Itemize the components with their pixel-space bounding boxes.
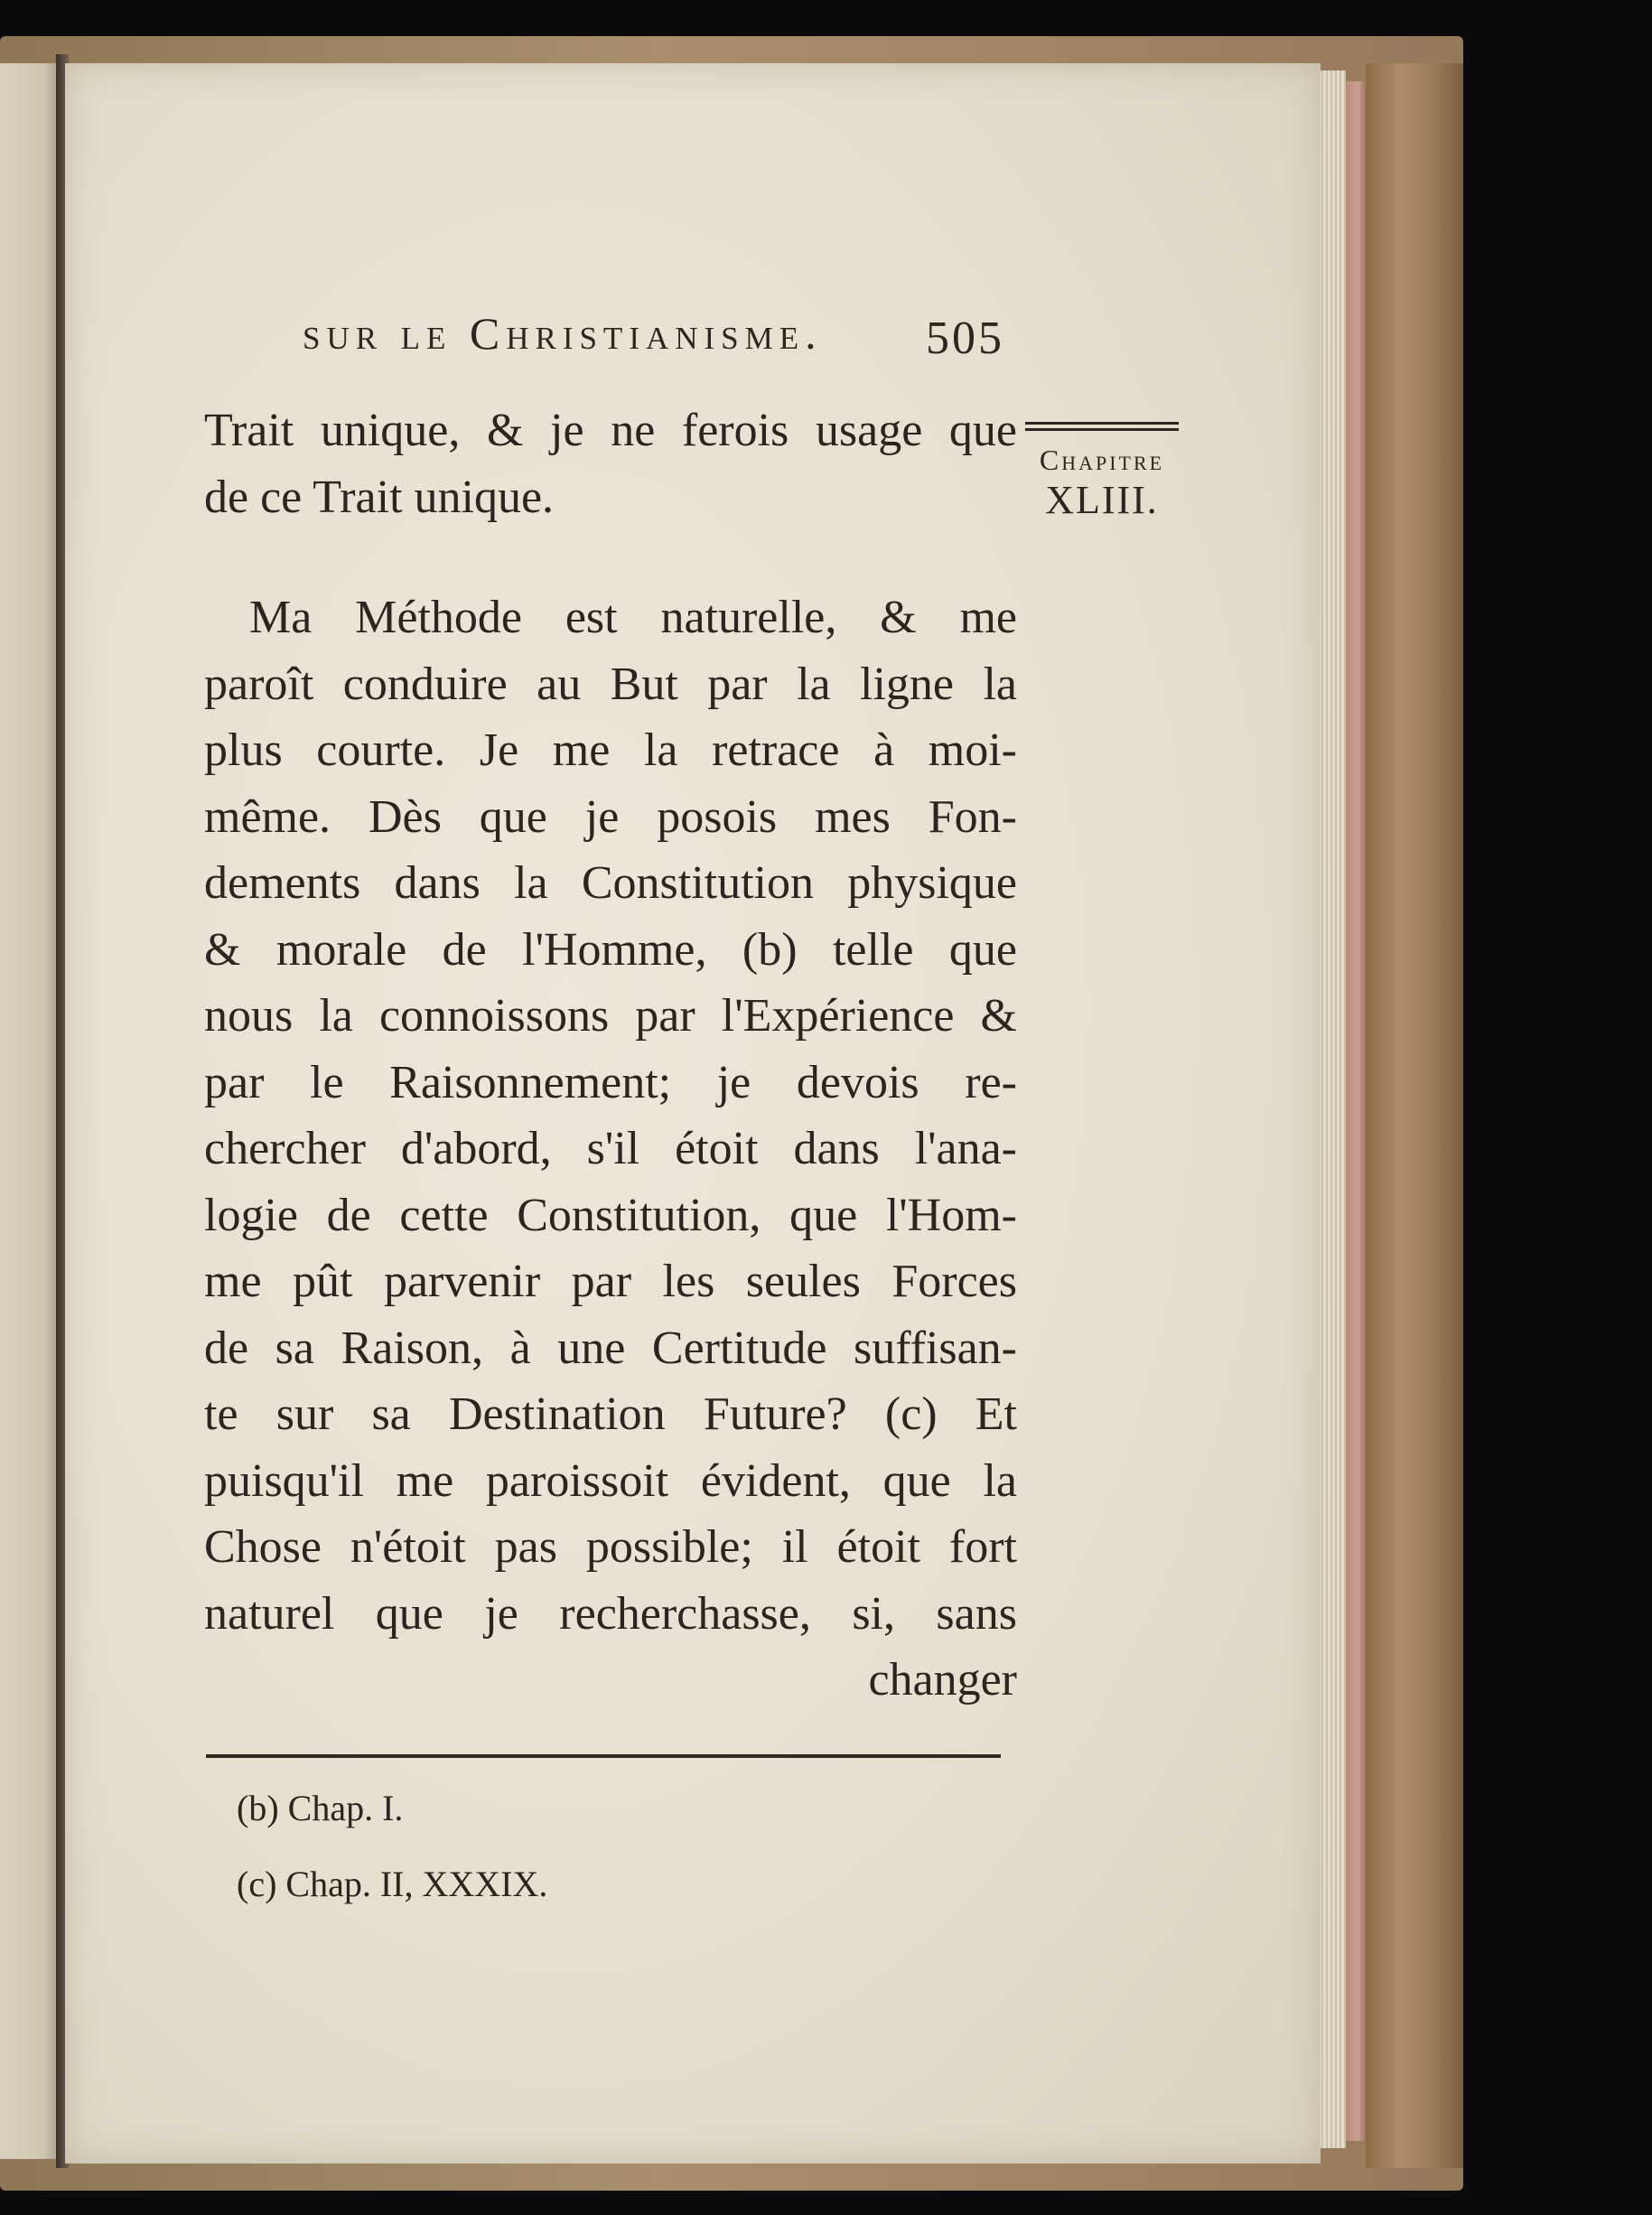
text-line: Ma Méthode est naturelle, & me — [249, 592, 1017, 643]
text-line: naturel que je recherchasse, si, sans — [204, 1587, 1017, 1640]
text-line: paroît conduire au But par la ligne la — [204, 658, 1017, 710]
running-head-title: sur le Christianisme. — [303, 308, 823, 359]
text-line: dements dans la Constitution physique — [204, 857, 1017, 909]
text-line: te sur sa Destination Future? (c) Et — [204, 1388, 1017, 1440]
text-line: Chose n'étoit pas possible; il étoit fort — [204, 1521, 1017, 1573]
text-line: chercher d'abord, s'il étoit dans l'ana- — [204, 1123, 1017, 1174]
page-number: 505 — [926, 313, 1004, 364]
paragraph-gap — [204, 530, 1017, 584]
text-line: me pût parvenir par les seules Forces — [204, 1256, 1017, 1307]
leather-binding — [1366, 63, 1463, 2168]
body-text — [204, 397, 1017, 1714]
text-line: Trait unique, & je ne ferois usage que — [204, 405, 1017, 456]
footnotes — [237, 1771, 547, 1922]
page-edges — [1319, 70, 1346, 2148]
margin-chapter-number: XLIII. — [1045, 478, 1159, 522]
margin-note — [1021, 411, 1183, 523]
text-line: nous la connoissons par l'Expérience & — [204, 990, 1017, 1042]
margin-double-rule — [1025, 422, 1179, 431]
footnote-c: (c) Chap. II, XXXIX. — [237, 1864, 548, 1904]
text-line: même. Dès que je posois mes Fon- — [204, 790, 1017, 843]
text-line: puisqu'il me paroissoit évident, que la — [204, 1454, 1017, 1507]
footnote-b: (b) Chap. I. — [237, 1788, 404, 1828]
catchword: changer — [868, 1654, 1017, 1706]
red-page-edge — [1346, 81, 1366, 2141]
margin-chapter-label: Chapitre — [1039, 444, 1165, 476]
text-line: par le Raisonnement; je devois re- — [204, 1056, 1017, 1108]
footnote-rule — [206, 1754, 1001, 1758]
previous-page-edge — [0, 63, 61, 2159]
text-line: de sa Raison, à une Certitude suffisan- — [204, 1322, 1017, 1374]
text-line: logie de cette Constitution, que l'Hom- — [204, 1189, 1017, 1241]
text-line: plus courte. Je me la retrace à moi- — [204, 724, 1017, 776]
text-line: de ce Trait unique. — [204, 471, 555, 523]
text-line: & morale de l'Homme, (b) telle que — [204, 923, 1017, 976]
